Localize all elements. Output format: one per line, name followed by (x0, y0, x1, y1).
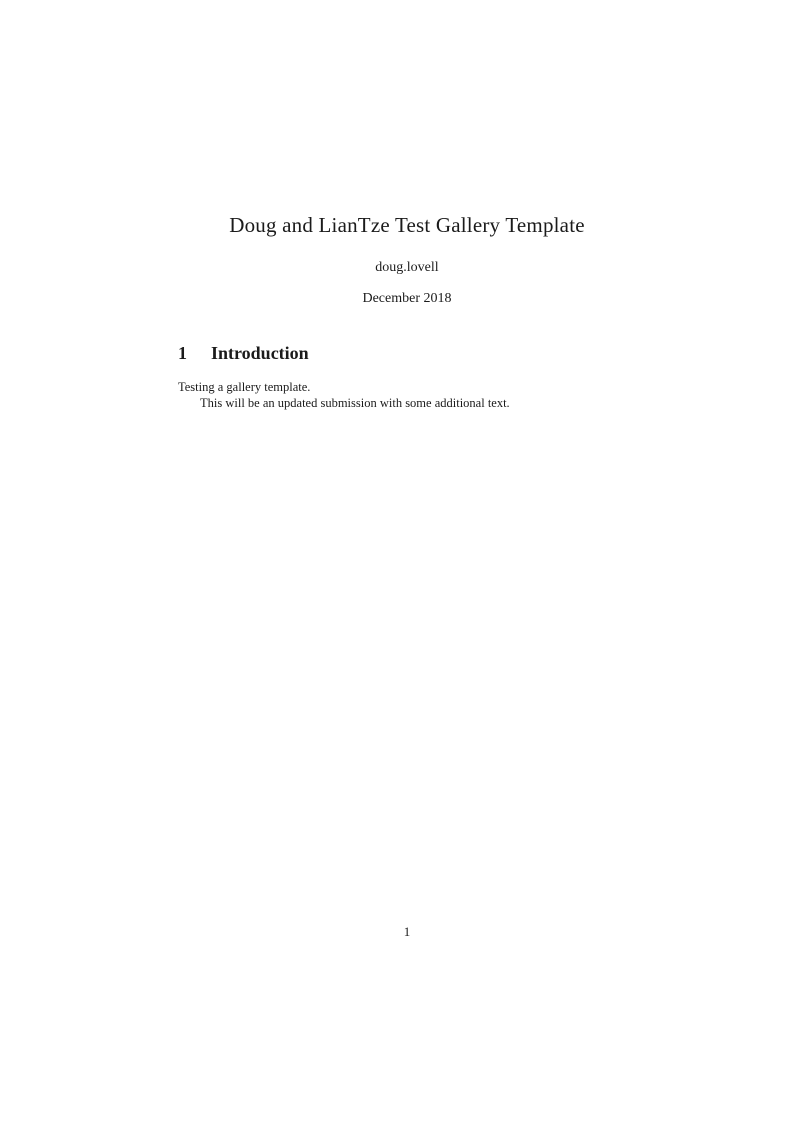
section-body (178, 379, 636, 411)
document-title: Doug and LianTze Test Gallery Template (229, 213, 585, 237)
document-author: doug.lovell (375, 260, 439, 275)
section-heading (178, 343, 636, 364)
paragraph: This will be an updated submission with some additional text. (200, 396, 510, 410)
document-date: December 2018 (362, 291, 452, 306)
section-number: 1 (178, 343, 187, 363)
paragraph: Testing a gallery template. (178, 380, 311, 394)
page-number: 1 (403, 924, 411, 939)
section-title: Introduction (211, 343, 309, 363)
